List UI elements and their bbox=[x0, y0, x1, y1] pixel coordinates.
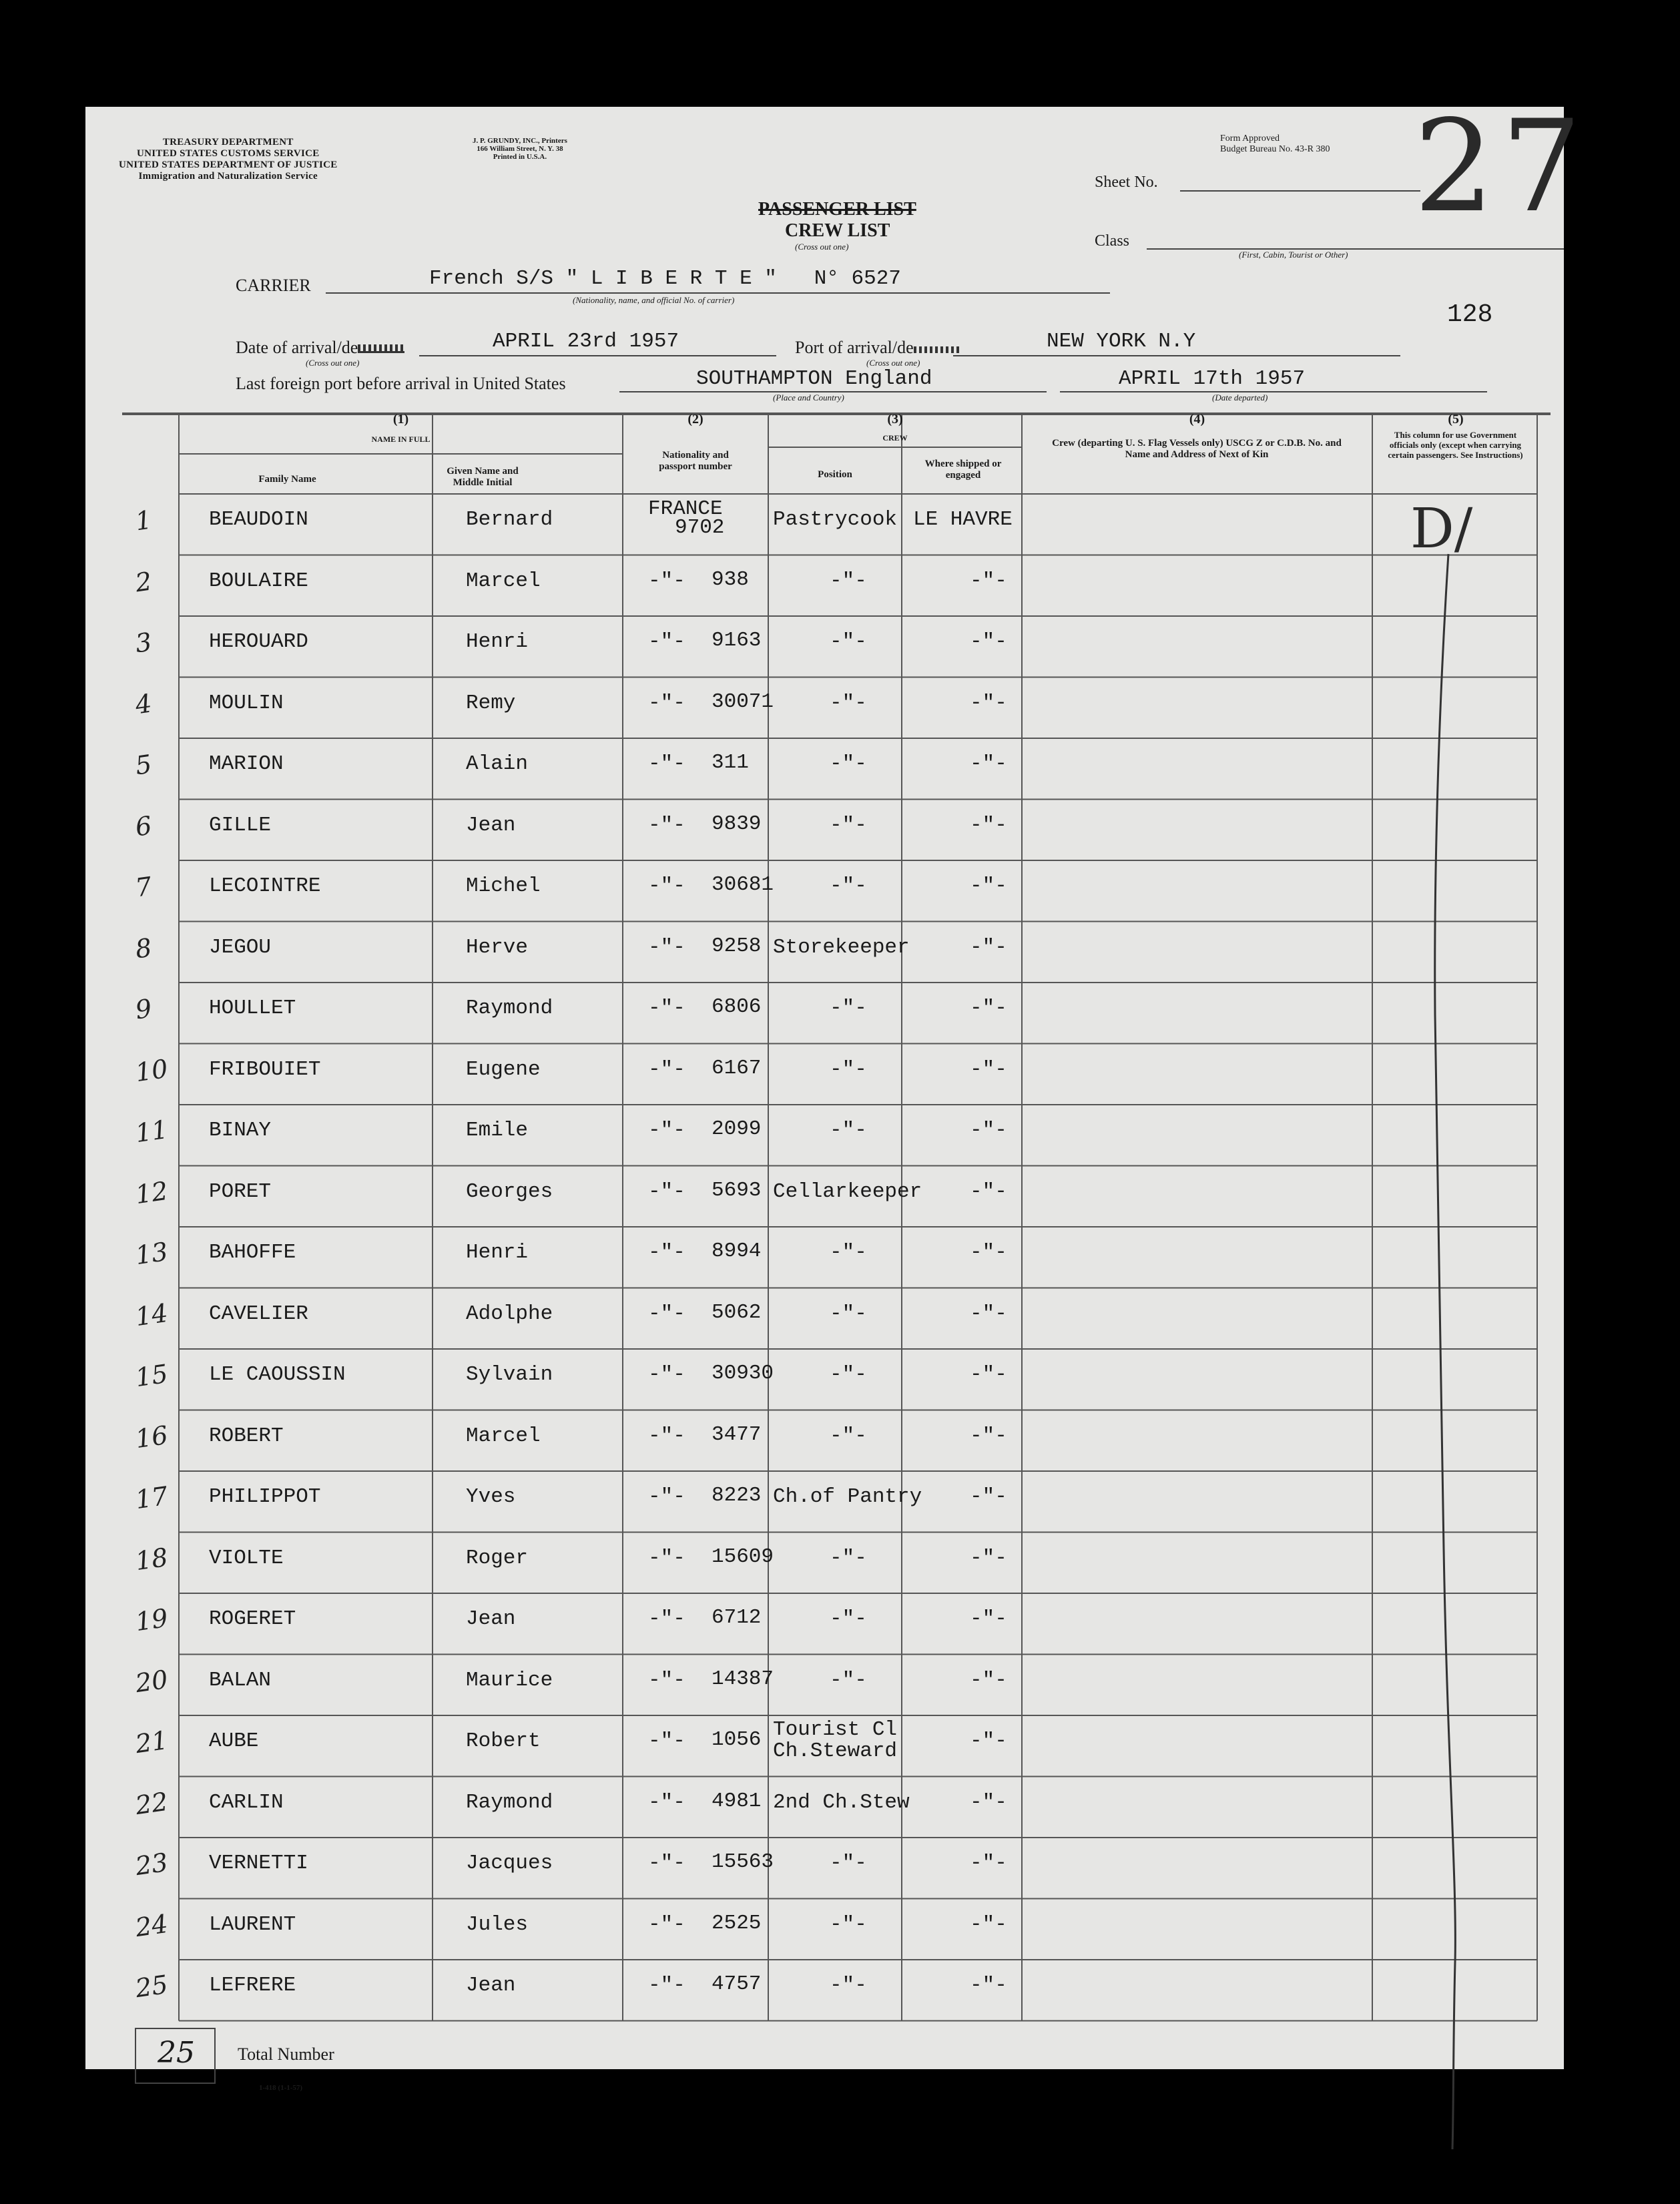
where-shipped: -"- bbox=[970, 1241, 1007, 1264]
passport-number: 6806 bbox=[712, 995, 762, 1019]
family-name: FRIBOUIET bbox=[209, 1057, 321, 1081]
row-number: 8 bbox=[133, 932, 154, 964]
last-port-value: SOUTHAMPTON England bbox=[696, 367, 932, 390]
position: -"- bbox=[830, 1852, 867, 1875]
row-number: 3 bbox=[133, 627, 154, 659]
date-arrival-value: APRIL 23rd 1957 bbox=[493, 330, 679, 353]
col4-number: (4) bbox=[1189, 412, 1205, 427]
row-number: 22 bbox=[133, 1786, 170, 1820]
given-name: Adolphe bbox=[466, 1302, 553, 1326]
where-shipped: -"- bbox=[970, 752, 1007, 776]
given-name: Marcel bbox=[466, 569, 541, 593]
list-title: CREW LIST bbox=[785, 220, 890, 241]
passport-number: 8223 bbox=[712, 1484, 762, 1507]
nationality: -"- bbox=[648, 1119, 685, 1142]
where-shipped: -"- bbox=[970, 1179, 1007, 1203]
nationality: -"- bbox=[648, 1363, 685, 1386]
nationality: -"- bbox=[648, 1485, 685, 1508]
row-number: 10 bbox=[133, 1053, 170, 1087]
given-name: Yves bbox=[466, 1485, 516, 1508]
nationality: -"- bbox=[648, 1852, 685, 1875]
col-given-name: Given Name and Middle Initial bbox=[447, 466, 519, 488]
col2-title: Nationality and passport number bbox=[659, 450, 732, 472]
title-cross-out-note: (Cross out one) bbox=[795, 242, 849, 252]
carrier-label: CARRIER bbox=[236, 276, 311, 295]
given-name: Jules bbox=[466, 1912, 529, 1936]
passport-number: 6167 bbox=[712, 1056, 762, 1080]
date-arrival-label-text: Date of arrival/de bbox=[236, 338, 358, 357]
position: -"- bbox=[830, 1119, 867, 1142]
col5-number: (5) bbox=[1448, 412, 1464, 427]
row-number: 21 bbox=[133, 1725, 170, 1759]
col3-number: (3) bbox=[887, 412, 903, 427]
passport-number: 5062 bbox=[712, 1300, 762, 1324]
carrier-value: French S/S " L I B E R T E " N° 6527 bbox=[429, 267, 901, 290]
col1-title: NAME IN FULL bbox=[371, 435, 431, 444]
given-name: Jean bbox=[466, 1974, 516, 1997]
where-shipped: -"- bbox=[970, 1363, 1007, 1386]
given-name: Marcel bbox=[466, 1424, 541, 1448]
position: -"- bbox=[830, 691, 867, 715]
where-shipped: -"- bbox=[970, 691, 1007, 715]
passport-number: 311 bbox=[712, 751, 749, 774]
where-shipped: -"- bbox=[970, 1302, 1007, 1326]
family-name: BOULAIRE bbox=[209, 569, 308, 593]
position: -"- bbox=[830, 1363, 867, 1386]
passport-number: 14387 bbox=[712, 1667, 774, 1691]
nationality: -"- bbox=[648, 1241, 685, 1264]
row-number: 17 bbox=[133, 1480, 170, 1515]
row-number: 23 bbox=[133, 1847, 170, 1882]
where-shipped: -"- bbox=[970, 1790, 1007, 1814]
position: 2nd Ch.Stew bbox=[773, 1790, 910, 1814]
where-shipped: -"- bbox=[970, 630, 1007, 653]
passport-number: 2525 bbox=[712, 1911, 762, 1935]
where-shipped: -"- bbox=[970, 1852, 1007, 1875]
row-number: 16 bbox=[133, 1420, 170, 1454]
nationality: -"- bbox=[648, 1179, 685, 1203]
passport-number: 5693 bbox=[712, 1178, 762, 1202]
row-number: 7 bbox=[133, 871, 154, 903]
where-shipped: -"- bbox=[970, 1424, 1007, 1448]
passport-number: 1056 bbox=[712, 1728, 762, 1751]
where-shipped: -"- bbox=[970, 1607, 1007, 1631]
nationality: -"- bbox=[648, 1057, 685, 1081]
nationality: -"- bbox=[648, 935, 685, 959]
passport-number: 30681 bbox=[712, 873, 774, 896]
row-number: 2 bbox=[133, 566, 154, 597]
passport-number: 8994 bbox=[712, 1239, 762, 1263]
where-shipped: -"- bbox=[970, 1119, 1007, 1142]
date-cross-out-note: (Cross out one) bbox=[306, 358, 360, 368]
given-name: Raymond bbox=[466, 997, 553, 1020]
port-arrival-label-text: Port of arrival/de bbox=[795, 338, 914, 357]
where-shipped: -"- bbox=[970, 935, 1007, 959]
family-name: LEFRERE bbox=[209, 1974, 296, 1997]
position: -"- bbox=[830, 1912, 867, 1936]
given-name: Remy bbox=[466, 691, 516, 715]
passport-number: 4981 bbox=[712, 1789, 762, 1813]
row-number: 25 bbox=[133, 1969, 170, 2004]
position: -"- bbox=[830, 630, 867, 653]
where-shipped: -"- bbox=[970, 1912, 1007, 1936]
row-number: 13 bbox=[133, 1236, 170, 1271]
agency-line: UNITED STATES DEPARTMENT OF JUSTICE bbox=[119, 160, 338, 170]
family-name: HEROUARD bbox=[209, 630, 308, 653]
col5-title: This column for use Government officials only (except when carrying certain passengers. See Instructions) bbox=[1388, 430, 1523, 460]
form-approved-line: Form Approved bbox=[1220, 133, 1280, 144]
given-name: Alain bbox=[466, 752, 529, 776]
position: -"- bbox=[830, 1607, 867, 1631]
position: -"- bbox=[830, 1302, 867, 1326]
position: -"- bbox=[830, 997, 867, 1020]
nationality: -"- bbox=[648, 569, 685, 593]
family-name: MOULIN bbox=[209, 691, 284, 715]
family-name: BEAUDOIN bbox=[209, 508, 308, 531]
family-name: GILLE bbox=[209, 813, 272, 837]
given-name: Jean bbox=[466, 1607, 516, 1631]
class-label: Class bbox=[1095, 232, 1130, 250]
agency-line: TREASURY DEPARTMENT bbox=[162, 137, 294, 148]
form-number: 1-418 (1-1-57) bbox=[259, 2084, 303, 2092]
position: Storekeeper bbox=[773, 935, 910, 959]
where-shipped: -"- bbox=[970, 813, 1007, 837]
given-name: Emile bbox=[466, 1119, 529, 1142]
where-shipped: -"- bbox=[970, 1057, 1007, 1081]
passport-number: 6712 bbox=[712, 1606, 762, 1629]
family-name: HOULLET bbox=[209, 997, 296, 1020]
row-number: 12 bbox=[133, 1175, 170, 1209]
nationality: -"- bbox=[648, 1790, 685, 1814]
position: -"- bbox=[830, 1974, 867, 1997]
class-note: (First, Cabin, Tourist or Other) bbox=[1239, 250, 1348, 260]
annotation-stroke bbox=[1414, 547, 1494, 2163]
row-number: 6 bbox=[133, 810, 154, 842]
official-annotation: D/ bbox=[1410, 497, 1473, 561]
total-value: 25 bbox=[158, 2036, 195, 2070]
where-shipped: -"- bbox=[970, 874, 1007, 898]
nationality: -"- bbox=[648, 1302, 685, 1326]
nationality: -"- bbox=[648, 1424, 685, 1448]
where-shipped: -"- bbox=[970, 1485, 1007, 1508]
position: -"- bbox=[830, 1057, 867, 1081]
position: Pastrycook bbox=[773, 508, 898, 531]
col2-number: (2) bbox=[687, 412, 704, 427]
nationality: -"- bbox=[648, 813, 685, 837]
given-name: Bernard bbox=[466, 508, 553, 531]
given-name: Roger bbox=[466, 1546, 529, 1570]
row-number: 4 bbox=[133, 688, 154, 720]
nationality: -"- bbox=[648, 752, 685, 776]
given-name: Eugene bbox=[466, 1057, 541, 1081]
sheet-no-label: Sheet No. bbox=[1095, 174, 1158, 191]
given-name: Sylvain bbox=[466, 1363, 553, 1386]
port-cross-out-note: (Cross out one) bbox=[866, 358, 920, 368]
row-number: 14 bbox=[133, 1298, 170, 1332]
position: -"- bbox=[830, 752, 867, 776]
form-approved-line: Budget Bureau No. 43-R 380 bbox=[1220, 144, 1330, 154]
crew-list-form bbox=[85, 93, 1589, 2092]
family-name: PHILIPPOT bbox=[209, 1485, 321, 1508]
nationality: -"- bbox=[648, 874, 685, 898]
passport-number: 9258 bbox=[712, 934, 762, 958]
position: -"- bbox=[830, 1241, 867, 1264]
passport-number: 15609 bbox=[712, 1545, 774, 1569]
family-name: PORET bbox=[209, 1179, 272, 1203]
list-title-crossed: PASSENGER LIST bbox=[758, 199, 916, 220]
nationality: -"- bbox=[648, 1668, 685, 1692]
family-name: VIOLTE bbox=[209, 1546, 284, 1570]
family-name: MARION bbox=[209, 752, 284, 776]
row-number: 15 bbox=[133, 1358, 170, 1393]
nationality: -"- bbox=[648, 997, 685, 1020]
col4-title: Crew (departing U. S. Flag Vessels only) USCG Z or C.D.B. No. and Name and Address of Next of Kin bbox=[1052, 438, 1342, 460]
family-name: VERNETTI bbox=[209, 1852, 308, 1875]
nationality: -"- bbox=[648, 1729, 685, 1753]
family-name: AUBE bbox=[209, 1729, 259, 1753]
given-name: Raymond bbox=[466, 1790, 553, 1814]
family-name: ROGERET bbox=[209, 1607, 296, 1631]
family-name: BAHOFFE bbox=[209, 1241, 296, 1264]
family-name: BINAY bbox=[209, 1119, 272, 1142]
passport-number: 15563 bbox=[712, 1850, 774, 1874]
passport-number: 9839 bbox=[712, 812, 762, 836]
date-departed-value: APRIL 17th 1957 bbox=[1119, 367, 1306, 390]
given-name: Michel bbox=[466, 874, 541, 898]
where-shipped: -"- bbox=[970, 997, 1007, 1020]
row-number: 18 bbox=[133, 1542, 170, 1576]
row-number: 1 bbox=[133, 505, 154, 537]
nationality: -"- bbox=[648, 1607, 685, 1631]
family-name: BALAN bbox=[209, 1668, 272, 1692]
position: Ch.of Pantry bbox=[773, 1485, 922, 1508]
position: -"- bbox=[830, 813, 867, 837]
passport-number: 30930 bbox=[712, 1362, 774, 1385]
passport-number: 9702 bbox=[675, 516, 725, 539]
given-name: Henri bbox=[466, 1241, 529, 1264]
total-label: Total Number bbox=[238, 2044, 334, 2064]
given-name: Henri bbox=[466, 630, 529, 653]
passport-number: 4757 bbox=[712, 1972, 762, 1996]
agency-line: Immigration and Naturalization Service bbox=[138, 171, 318, 182]
given-name: Georges bbox=[466, 1179, 553, 1203]
passport-number: 9163 bbox=[712, 629, 762, 652]
nationality: -"- bbox=[648, 1546, 685, 1570]
position: Tourist Cl Ch.Steward bbox=[773, 1718, 898, 1763]
page-number: 128 bbox=[1447, 300, 1493, 329]
where-shipped: -"- bbox=[970, 1974, 1007, 1997]
given-name: Herve bbox=[466, 935, 529, 959]
given-name: Maurice bbox=[466, 1668, 553, 1692]
col3-title: CREW bbox=[882, 433, 908, 443]
family-name: LE CAOUSSIN bbox=[209, 1363, 346, 1386]
position: -"- bbox=[830, 1424, 867, 1448]
row-number: 19 bbox=[133, 1603, 170, 1637]
port-arrival-value: NEW YORK N.Y bbox=[1047, 330, 1196, 353]
nationality: FRANCE bbox=[648, 497, 723, 521]
given-name: Jean bbox=[466, 813, 516, 837]
carrier-note: (Nationality, name, and official No. of carrier) bbox=[573, 295, 735, 305]
given-name: Jacques bbox=[466, 1852, 553, 1875]
nationality: -"- bbox=[648, 630, 685, 653]
where-shipped: -"- bbox=[970, 1546, 1007, 1570]
agency-line: UNITED STATES CUSTOMS SERVICE bbox=[136, 148, 320, 159]
nationality: -"- bbox=[648, 1912, 685, 1936]
family-name: CARLIN bbox=[209, 1790, 284, 1814]
where-shipped: -"- bbox=[970, 1668, 1007, 1692]
table-grid bbox=[85, 107, 1564, 2069]
row-number: 11 bbox=[133, 1114, 170, 1149]
date-departed-note: (Date departed) bbox=[1212, 392, 1268, 402]
printer-line: J. P. GRUNDY, INC., Printers bbox=[473, 137, 567, 145]
passport-number: 2099 bbox=[712, 1117, 762, 1141]
sheet-number: 27 bbox=[1414, 93, 1589, 240]
family-name: LAURENT bbox=[209, 1912, 296, 1936]
row-number: 5 bbox=[133, 749, 154, 781]
printer-line: 166 William Street, N. Y. 38 bbox=[477, 145, 563, 153]
given-name: Robert bbox=[466, 1729, 541, 1753]
position: -"- bbox=[830, 1668, 867, 1692]
passport-number: 3477 bbox=[712, 1422, 762, 1446]
where-shipped: -"- bbox=[970, 1729, 1007, 1753]
row-number: 9 bbox=[133, 993, 154, 1025]
position: -"- bbox=[830, 1546, 867, 1570]
col-where-shipped: Where shipped or engaged bbox=[924, 459, 1002, 481]
nationality: -"- bbox=[648, 691, 685, 715]
position: -"- bbox=[830, 874, 867, 898]
family-name: LECOINTRE bbox=[209, 874, 321, 898]
family-name: ROBERT bbox=[209, 1424, 284, 1448]
position: -"- bbox=[830, 569, 867, 593]
col1-number: (1) bbox=[392, 412, 409, 427]
nationality: -"- bbox=[648, 1974, 685, 1997]
col-position: Position bbox=[818, 469, 852, 480]
position: Cellarkeeper bbox=[773, 1179, 922, 1203]
passport-number: 30071 bbox=[712, 690, 774, 714]
row-number: 24 bbox=[133, 1908, 170, 1942]
col-family-name: Family Name bbox=[258, 474, 316, 485]
where-shipped: LE HAVRE bbox=[913, 508, 1013, 531]
row-number: 20 bbox=[133, 1664, 170, 1698]
printer-line: Printed in U.S.A. bbox=[493, 153, 547, 161]
last-port-label: Last foreign port before arrival in United States bbox=[236, 374, 566, 393]
family-name: CAVELIER bbox=[209, 1302, 308, 1326]
family-name: JEGOU bbox=[209, 935, 272, 959]
last-port-note: (Place and Country) bbox=[773, 392, 844, 402]
where-shipped: -"- bbox=[970, 569, 1007, 593]
passport-number: 938 bbox=[712, 567, 749, 591]
